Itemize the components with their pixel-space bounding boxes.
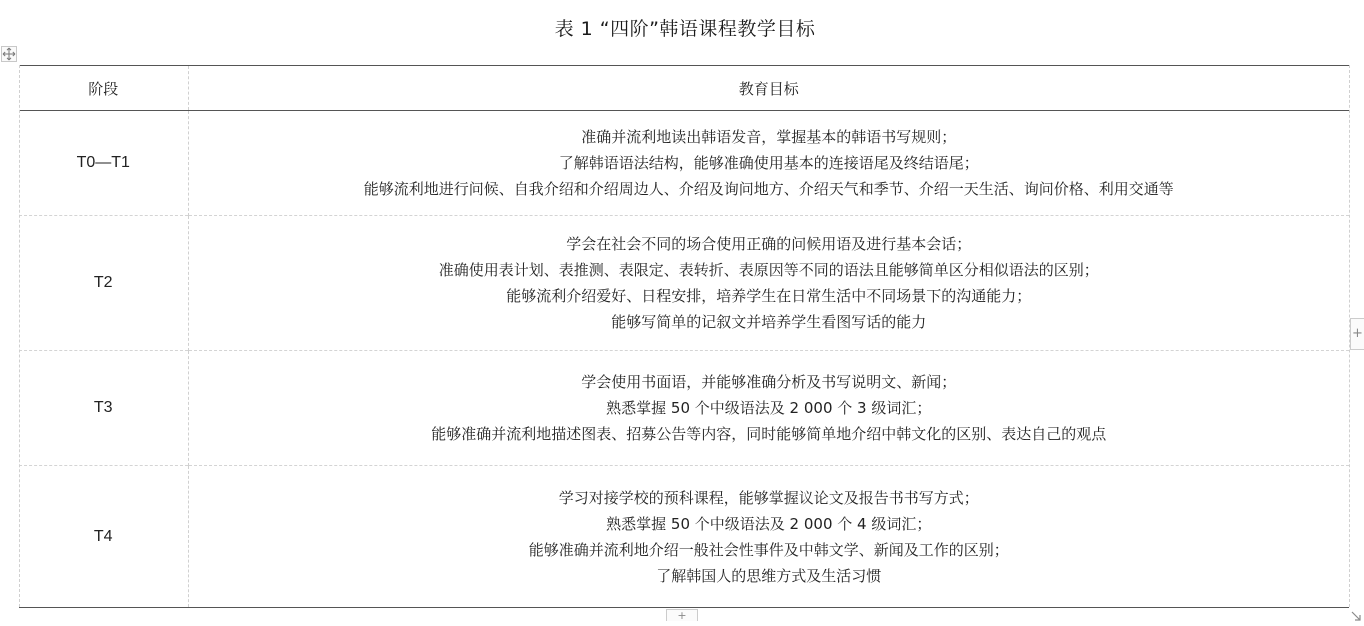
- goals-cell[interactable]: [188, 351, 1349, 466]
- goal-line: 熟悉掌握 50 个中级语法及 2 000 个 3 级词汇；: [606, 399, 932, 417]
- table-caption: 表 1 “四阶”韩语课程教学目标: [554, 18, 816, 40]
- goal-line: 了解韩语语法结构，能够准确使用基本的连接语尾及终结语尾；: [558, 154, 979, 172]
- table-left-gridline: [19, 65, 20, 607]
- table-row: [19, 466, 1349, 608]
- header-goals[interactable]: 教育目标: [188, 66, 1349, 111]
- goals-table: [19, 65, 1349, 608]
- goal-line: 能够写简单的记叙文并培养学生看图写话的能力: [611, 313, 927, 331]
- goal-line: 学会在社会不同的场合使用正确的问候用语及进行基本会话；: [566, 235, 972, 253]
- goal-line: 准确并流利地读出韩语发音，掌握基本的韩语书写规则；: [581, 128, 957, 146]
- table-row: [19, 111, 1349, 216]
- goal-line: 熟悉掌握 50 个中级语法及 2 000 个 4 级词汇；: [606, 514, 932, 533]
- add-column-button[interactable]: +: [1350, 318, 1364, 350]
- move-arrows-icon: [2, 47, 16, 61]
- table-row: [19, 351, 1349, 466]
- goal-line: 了解韩国人的思维方式及生活习惯: [656, 566, 882, 585]
- resize-diagonal-icon: [1350, 610, 1362, 622]
- table-move-handle[interactable]: [1, 46, 17, 62]
- goals-table-container: [19, 65, 1349, 608]
- add-row-button[interactable]: +: [666, 609, 698, 621]
- table-row: [19, 216, 1349, 351]
- stage-cell[interactable]: T0—T1: [19, 111, 188, 216]
- goal-line: 能够流利地进行问候、自我介绍和介绍周边人、介绍及询问地方、介绍天气和季节、介绍一天生活、询问价格、利用交通等: [363, 180, 1174, 198]
- goal-line: 准确使用表计划、表推测、表限定、表转折、表原因等不同的语法且能够简单区分相似语法的区别；: [438, 261, 1099, 279]
- stage-cell[interactable]: T3: [19, 351, 188, 466]
- goals-cell[interactable]: [188, 216, 1349, 351]
- goal-line: 学习对接学校的预科课程，能够掌握议论文及报告书书写方式；: [558, 488, 979, 507]
- goal-line: 学会使用书面语，并能够准确分析及书写说明文、新闻；: [581, 373, 957, 391]
- goal-line: 能够准确并流利地介绍一般社会性事件及中韩文学、新闻及工作的区别；: [528, 540, 1009, 559]
- stage-cell[interactable]: T2: [19, 216, 188, 351]
- table-header-row: [19, 66, 1349, 111]
- stage-cell[interactable]: T4: [19, 466, 188, 608]
- goal-line: 能够准确并流利地描述图表、招募公告等内容，同时能够简单地介绍中韩文化的区别、表达自己的观点: [431, 425, 1107, 443]
- goal-line: 能够流利介绍爱好、日程安排，培养学生在日常生活中不同场景下的沟通能力；: [506, 287, 1032, 305]
- goals-cell[interactable]: [188, 466, 1349, 608]
- table-resize-handle[interactable]: [1350, 607, 1362, 619]
- header-stage[interactable]: 阶段: [19, 66, 188, 111]
- goals-cell[interactable]: [188, 111, 1349, 216]
